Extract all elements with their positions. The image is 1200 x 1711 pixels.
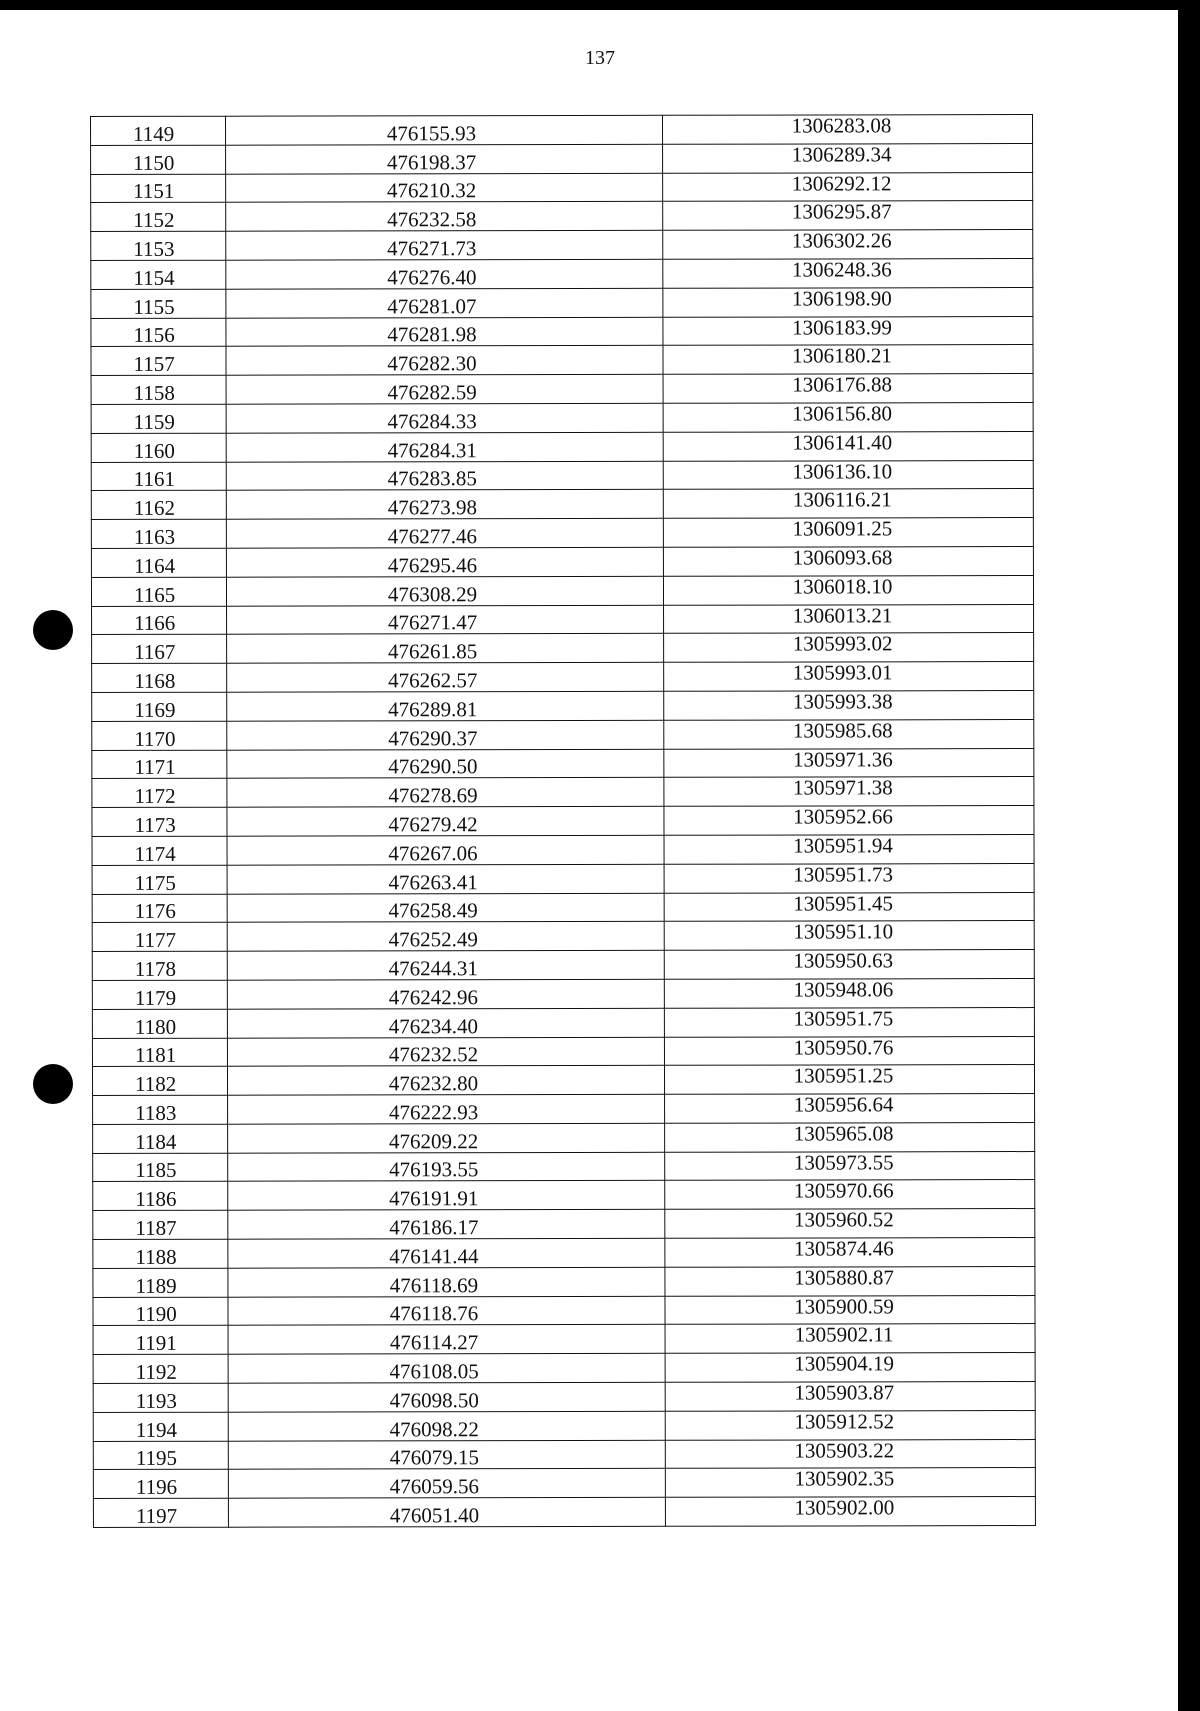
point-id-cell: 1174 (92, 836, 227, 865)
y-coordinate-cell: 1305880.87 (665, 1266, 1035, 1296)
x-coordinate-cell: 476276.40 (226, 259, 663, 289)
y-coordinate-cell: 1305900.59 (665, 1295, 1035, 1325)
point-id-cell: 1195 (93, 1441, 228, 1470)
y-coordinate-cell: 1306248.36 (663, 259, 1033, 289)
punch-hole (33, 1064, 73, 1104)
x-coordinate-cell: 476193.55 (228, 1152, 665, 1182)
point-id-cell: 1178 (92, 951, 227, 980)
y-coordinate-cell: 1305971.36 (664, 748, 1034, 778)
table-row (93, 1180, 1035, 1211)
table-row (93, 1209, 1035, 1240)
x-coordinate-cell: 476232.58 (226, 202, 663, 232)
point-id-cell: 1166 (92, 606, 227, 635)
point-id-cell: 1191 (93, 1326, 228, 1355)
table-row (91, 201, 1033, 232)
x-coordinate-cell: 476282.59 (226, 374, 663, 404)
table-row (92, 719, 1034, 750)
y-coordinate-cell: 1305948.06 (664, 978, 1034, 1008)
x-coordinate-cell: 476059.56 (228, 1469, 665, 1499)
table-row (92, 834, 1034, 865)
y-coordinate-cell: 1305952.66 (664, 806, 1034, 836)
x-coordinate-cell: 476261.85 (227, 634, 664, 664)
y-coordinate-cell: 1305902.11 (665, 1324, 1035, 1354)
x-coordinate-cell: 476209.22 (228, 1123, 665, 1153)
table-row (92, 1007, 1034, 1038)
point-id-cell: 1155 (91, 289, 226, 318)
x-coordinate-cell: 476308.29 (226, 576, 663, 606)
x-coordinate-cell: 476290.37 (227, 720, 664, 750)
x-coordinate-cell: 476284.33 (226, 403, 663, 433)
point-id-cell: 1180 (92, 1009, 227, 1038)
y-coordinate-cell: 1305951.45 (664, 892, 1034, 922)
x-coordinate-cell: 476232.52 (227, 1037, 664, 1067)
x-coordinate-cell: 476277.46 (226, 518, 663, 548)
x-coordinate-cell: 476289.81 (227, 691, 664, 721)
point-id-cell: 1188 (93, 1239, 228, 1268)
y-coordinate-cell: 1306183.99 (663, 316, 1033, 346)
y-coordinate-cell: 1306093.68 (663, 546, 1033, 576)
table-row (92, 921, 1034, 952)
x-coordinate-cell: 476244.31 (227, 950, 664, 980)
x-coordinate-cell: 476267.06 (227, 835, 664, 865)
table-row (93, 1324, 1035, 1355)
point-id-cell: 1154 (91, 260, 226, 289)
x-coordinate-cell: 476114.27 (228, 1325, 665, 1355)
table-row (91, 402, 1033, 433)
point-id-cell: 1173 (92, 807, 227, 836)
table-row (91, 172, 1033, 203)
x-coordinate-cell: 476258.49 (227, 893, 664, 923)
point-id-cell: 1190 (93, 1297, 228, 1326)
y-coordinate-cell: 1305951.75 (664, 1007, 1034, 1037)
table-row (92, 1036, 1034, 1067)
table-row (91, 374, 1033, 405)
x-coordinate-cell: 476242.96 (227, 979, 664, 1009)
x-coordinate-cell: 476283.85 (226, 461, 663, 491)
point-id-cell: 1159 (91, 404, 226, 433)
y-coordinate-cell: 1305951.73 (664, 863, 1034, 893)
x-coordinate-cell: 476141.44 (228, 1238, 665, 1268)
point-id-cell: 1169 (92, 692, 227, 721)
table-row (91, 460, 1033, 491)
point-id-cell: 1177 (92, 923, 227, 952)
y-coordinate-cell: 1305912.52 (665, 1410, 1035, 1440)
point-id-cell: 1162 (91, 491, 226, 520)
y-coordinate-cell: 1306116.21 (663, 489, 1033, 519)
table-row (91, 259, 1033, 290)
table-row (91, 230, 1033, 261)
table-row (91, 115, 1033, 146)
table-row (91, 489, 1033, 520)
y-coordinate-cell: 1306091.25 (663, 518, 1033, 548)
x-coordinate-cell: 476278.69 (227, 778, 664, 808)
table-row (92, 777, 1034, 808)
point-id-cell: 1170 (92, 721, 227, 750)
table-row (91, 518, 1033, 549)
y-coordinate-cell: 1306283.08 (662, 115, 1032, 145)
point-id-cell: 1189 (93, 1268, 228, 1297)
x-coordinate-cell: 476234.40 (227, 1008, 664, 1038)
page-number: 137 (585, 47, 615, 69)
y-coordinate-cell: 1305903.87 (665, 1382, 1035, 1412)
table-row (93, 1266, 1035, 1297)
table-row (93, 1122, 1035, 1153)
x-coordinate-cell: 476210.32 (226, 173, 663, 203)
point-id-cell: 1183 (93, 1095, 228, 1124)
x-coordinate-cell: 476108.05 (228, 1354, 665, 1384)
table-row (93, 1094, 1035, 1125)
point-id-cell: 1167 (92, 635, 227, 664)
y-coordinate-cell: 1306156.80 (663, 402, 1033, 432)
table-row (91, 316, 1033, 347)
x-coordinate-cell: 476118.76 (228, 1296, 665, 1326)
x-coordinate-cell: 476098.50 (228, 1382, 665, 1412)
x-coordinate-cell: 476263.41 (227, 864, 664, 894)
y-coordinate-cell: 1305902.35 (665, 1468, 1035, 1498)
table-row (91, 143, 1033, 174)
point-id-cell: 1157 (91, 347, 226, 376)
y-coordinate-cell: 1305956.64 (665, 1094, 1035, 1124)
y-coordinate-cell: 1306013.21 (664, 604, 1034, 634)
y-coordinate-cell: 1305951.10 (664, 921, 1034, 951)
y-coordinate-cell: 1306302.26 (663, 230, 1033, 260)
x-coordinate-cell: 476284.31 (226, 432, 663, 462)
table-row (93, 1382, 1035, 1413)
y-coordinate-cell: 1305904.19 (665, 1353, 1035, 1383)
table-row (93, 1238, 1035, 1269)
coordinate-table-body (91, 115, 1036, 1528)
point-id-cell: 1185 (93, 1153, 228, 1182)
table-row (92, 604, 1034, 635)
x-coordinate-cell: 476186.17 (228, 1210, 665, 1240)
table-row (91, 431, 1033, 462)
x-coordinate-cell: 476281.07 (226, 288, 663, 318)
y-coordinate-cell: 1306176.88 (663, 374, 1033, 404)
table-row (93, 1410, 1035, 1441)
table-row (91, 345, 1033, 376)
y-coordinate-cell: 1305874.46 (665, 1238, 1035, 1268)
point-id-cell: 1197 (93, 1498, 228, 1527)
point-id-cell: 1187 (93, 1210, 228, 1239)
point-id-cell: 1192 (93, 1354, 228, 1383)
point-id-cell: 1164 (91, 548, 226, 577)
x-coordinate-cell: 476273.98 (226, 490, 663, 520)
point-id-cell: 1172 (92, 779, 227, 808)
x-coordinate-cell: 476271.47 (227, 605, 664, 635)
y-coordinate-cell: 1305993.38 (664, 690, 1034, 720)
point-id-cell: 1149 (91, 116, 226, 145)
x-coordinate-cell: 476191.91 (228, 1181, 665, 1211)
table-row (93, 1353, 1035, 1384)
point-id-cell: 1158 (91, 375, 226, 404)
point-id-cell: 1151 (91, 174, 226, 203)
table-row (91, 546, 1033, 577)
scan-border-right (1178, 0, 1200, 1711)
point-id-cell: 1184 (93, 1124, 228, 1153)
y-coordinate-cell: 1305971.38 (664, 777, 1034, 807)
y-coordinate-cell: 1305902.00 (665, 1497, 1035, 1527)
point-id-cell: 1168 (92, 663, 227, 692)
table-row (93, 1468, 1035, 1499)
table-row (91, 575, 1033, 606)
y-coordinate-cell: 1305965.08 (665, 1122, 1035, 1152)
point-id-cell: 1156 (91, 318, 226, 347)
y-coordinate-cell: 1305950.63 (664, 950, 1034, 980)
point-id-cell: 1194 (93, 1412, 228, 1441)
x-coordinate-cell: 476281.98 (226, 317, 663, 347)
table-row (92, 633, 1034, 664)
y-coordinate-cell: 1305973.55 (665, 1151, 1035, 1181)
y-coordinate-cell: 1306292.12 (663, 172, 1033, 202)
x-coordinate-cell: 476232.80 (227, 1066, 664, 1096)
x-coordinate-cell: 476198.37 (226, 144, 663, 174)
table-row (92, 1065, 1034, 1096)
x-coordinate-cell: 476079.15 (228, 1440, 665, 1470)
x-coordinate-cell: 476155.93 (226, 115, 663, 145)
coordinate-table (90, 114, 1036, 1528)
y-coordinate-cell: 1305985.68 (664, 719, 1034, 749)
table-row (92, 690, 1034, 721)
table-row (92, 978, 1034, 1009)
y-coordinate-cell: 1305903.22 (665, 1439, 1035, 1469)
table-row (92, 806, 1034, 837)
point-id-cell: 1161 (91, 462, 226, 491)
x-coordinate-cell: 476295.46 (226, 547, 663, 577)
y-coordinate-cell: 1305951.25 (664, 1065, 1034, 1095)
table-row (93, 1151, 1035, 1182)
x-coordinate-cell: 476118.69 (228, 1267, 665, 1297)
x-coordinate-cell: 476282.30 (226, 346, 663, 376)
table-row (92, 662, 1034, 693)
scan-border-top (0, 0, 1200, 10)
x-coordinate-cell: 476279.42 (227, 806, 664, 836)
y-coordinate-cell: 1305950.76 (664, 1036, 1034, 1066)
point-id-cell: 1171 (92, 750, 227, 779)
x-coordinate-cell: 476290.50 (227, 749, 664, 779)
point-id-cell: 1196 (93, 1470, 228, 1499)
point-id-cell: 1193 (93, 1383, 228, 1412)
table-row (92, 748, 1034, 779)
point-id-cell: 1163 (91, 519, 226, 548)
point-id-cell: 1182 (92, 1067, 227, 1096)
x-coordinate-cell: 476051.40 (228, 1498, 665, 1528)
point-id-cell: 1152 (91, 203, 226, 232)
y-coordinate-cell: 1306136.10 (663, 460, 1033, 490)
y-coordinate-cell: 1306141.40 (663, 431, 1033, 461)
y-coordinate-cell: 1305951.94 (664, 834, 1034, 864)
x-coordinate-cell: 476271.73 (226, 230, 663, 260)
table-row (93, 1439, 1035, 1470)
y-coordinate-cell: 1306180.21 (663, 345, 1033, 375)
y-coordinate-cell: 1305970.66 (665, 1180, 1035, 1210)
table-row (93, 1295, 1035, 1326)
x-coordinate-cell: 476252.49 (227, 922, 664, 952)
table-row (93, 1497, 1035, 1528)
table-row (92, 950, 1034, 981)
point-id-cell: 1160 (91, 433, 226, 462)
point-id-cell: 1186 (93, 1182, 228, 1211)
y-coordinate-cell: 1305993.02 (664, 633, 1034, 663)
table-row (92, 892, 1034, 923)
y-coordinate-cell: 1306198.90 (663, 287, 1033, 317)
x-coordinate-cell: 476262.57 (227, 662, 664, 692)
y-coordinate-cell: 1306289.34 (663, 143, 1033, 173)
point-id-cell: 1165 (91, 577, 226, 606)
point-id-cell: 1179 (92, 980, 227, 1009)
y-coordinate-cell: 1305960.52 (665, 1209, 1035, 1239)
point-id-cell: 1175 (92, 865, 227, 894)
table-row (91, 287, 1033, 318)
point-id-cell: 1150 (91, 145, 226, 174)
point-id-cell: 1153 (91, 231, 226, 260)
y-coordinate-cell: 1306018.10 (663, 575, 1033, 605)
x-coordinate-cell: 476098.22 (228, 1411, 665, 1441)
y-coordinate-cell: 1305993.01 (664, 662, 1034, 692)
punch-hole (33, 610, 73, 650)
y-coordinate-cell: 1306295.87 (663, 201, 1033, 231)
point-id-cell: 1176 (92, 894, 227, 923)
point-id-cell: 1181 (92, 1038, 227, 1067)
x-coordinate-cell: 476222.93 (228, 1094, 665, 1124)
table-row (92, 863, 1034, 894)
